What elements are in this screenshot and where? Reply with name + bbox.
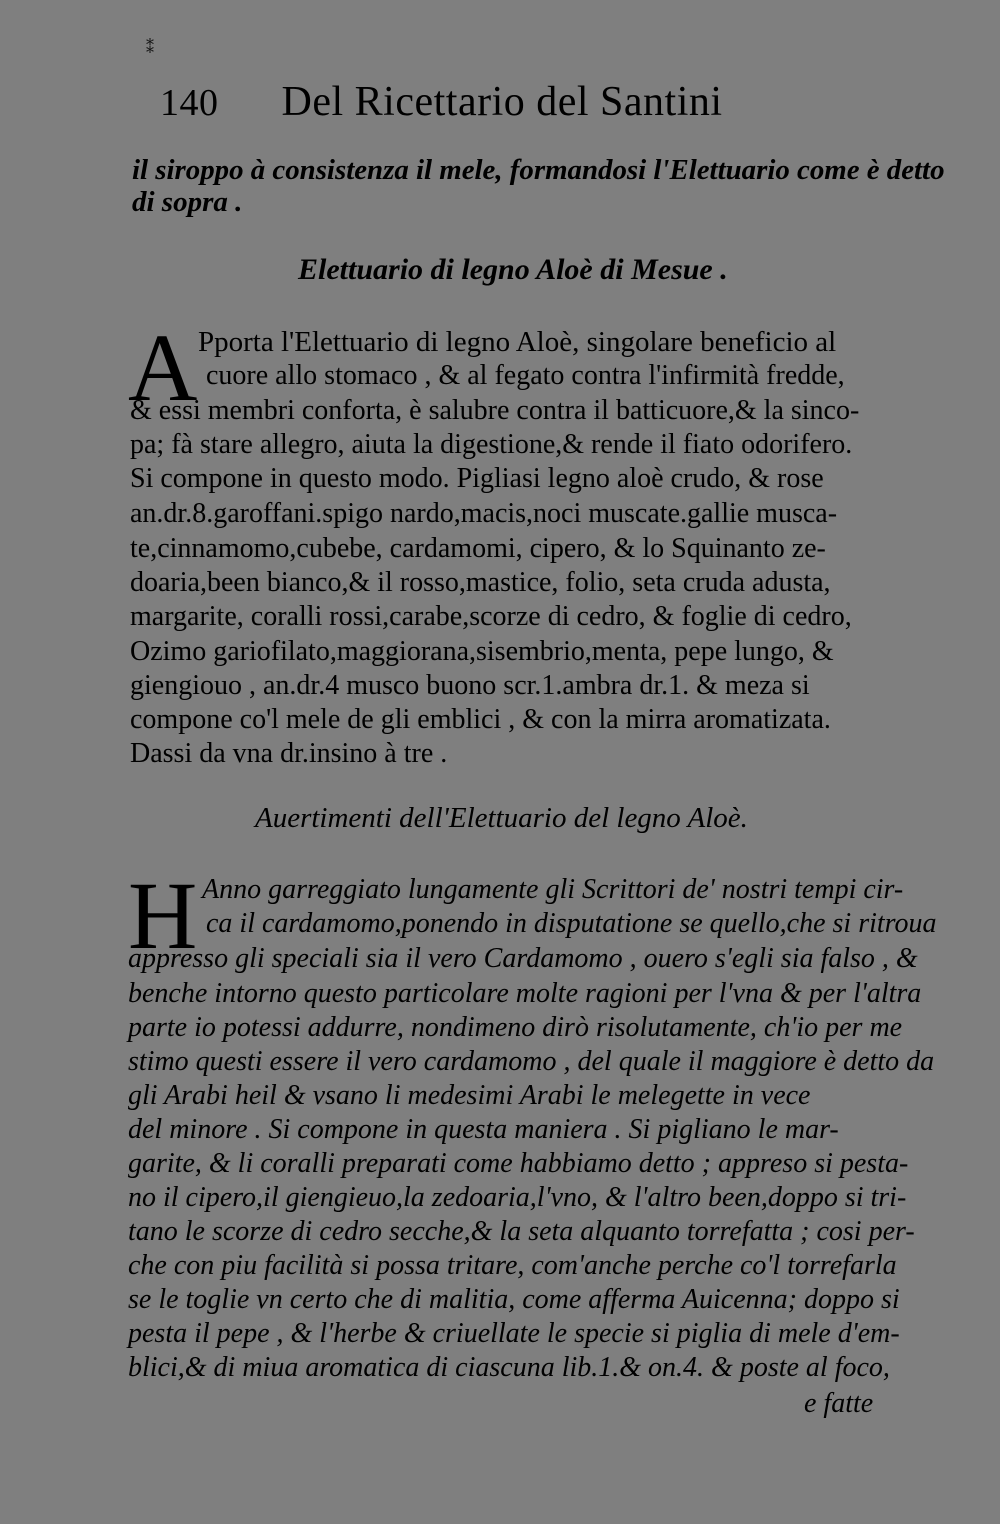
drop-cap: H (128, 862, 198, 969)
text-line: Si compone in questo modo. Pigliasi legno aloè crudo, & rose (130, 463, 824, 494)
text-line: del minore . Si compone in questa maniera . Si pigliano le mar- (128, 1114, 839, 1145)
running-title: Del Ricettario del Santini (281, 79, 723, 125)
drop-cap: A (128, 314, 198, 421)
intro-line: di sopra . (132, 186, 243, 218)
text-line: an.dr.8.garoffani.spigo nardo,macis,noci muscate.gallie musca- (130, 498, 838, 529)
page-number: 140 (160, 82, 219, 124)
text-line: gli Arabi heil & vsano li medesimi Arabi le melegette in vece (128, 1080, 811, 1111)
text-line: te,cinnamomo,cubebe, cardamomi, cipero, & lo Squinanto zе- (130, 533, 826, 564)
text-line: margarite, coralli rossi,carabe,scorze di cedro, & foglie di cedro, (130, 601, 852, 632)
section-heading: Elettuario di legno Aloè di Mesue . (298, 253, 728, 286)
text-line: ca il cardamomo,ponendo in disputatione se quello,che si ritroua (206, 908, 937, 939)
text-line: tano le scorze di cedro secche,& la seta alquanto torrefatta ; cosi per- (128, 1216, 915, 1247)
text-line: pesta il pepe , & l'herbe & criuellate le specie si piglia di mele d'em- (128, 1318, 900, 1349)
text-line: benche intorno questo particolare molte ragioni per l'vna & per l'altra (128, 978, 922, 1009)
text-line: & essi membri conforta, è salubre contra il batticuore,& la sinco- (130, 395, 860, 426)
text-line: cuore allo stomaco , & al fegato contra l'infirmità fredde, (206, 360, 845, 391)
text-line: doaria,been bianco,& il rosso,mastice, folio, seta cruda adusta, (130, 567, 831, 598)
text-line: no il cipero,il giengieuo,la zedoaria,l'vno, & l'altro been,doppo si tri- (128, 1182, 907, 1213)
text-line: pa; fà stare allegro, aiuta la digestione,& rende il fiato odorifero. (130, 429, 853, 460)
text-line: Pporta l'Elettuario di legno Aloè, singolare beneficio al (198, 326, 837, 358)
text-line: parte io potessi addurre, nondimeno dirò risolutamente, ch'io per me (128, 1012, 903, 1043)
text-line: blici,& di miua aromatica di ciascuna lib.1.& on.4. & poste al foco, (128, 1352, 890, 1383)
text-line: garite, & li coralli preparati come habbiamo detto ; appreso si pesta- (128, 1148, 909, 1179)
text-line: che con piu facilità si possa tritare, com'anche perche co'l torrefarla (128, 1250, 897, 1281)
intro-line: il siroppo à consistenza il mele, formandosi l'Elettuario come è detto (132, 154, 945, 186)
text-line: Dassi da vna dr.insino à tre . (130, 738, 448, 769)
text-line: se le toglie vn certo che di malitia, come afferma Auicenna; doppo si (128, 1284, 900, 1315)
text-line: Anno garreggiato lungamente gli Scrittori de' nostri tempi cir- (202, 874, 904, 905)
text-line: appresso gli speciali sia il vero Cardamomo , ouero s'egli sia falso , & (128, 943, 918, 974)
text-line: stimo questi essere il vero cardamomo , del quale il maggiore è detto da (128, 1046, 935, 1077)
page-header (160, 78, 723, 126)
text-line: giengiouo , an.dr.4 musco buono scr.1.ambra dr.1. & meza si (130, 670, 810, 701)
text-line: Ozimo gariofilato,maggiorana,sisembrio,menta, pepe lungo, & (130, 636, 834, 667)
text-line: compone co'l mele de gli emblici , & con la mirra aromatizata. (130, 704, 831, 735)
specks-mark: ⁑ (146, 40, 154, 57)
catchword: e fatte (804, 1388, 874, 1419)
section-heading: Auertimenti dell'Elettuario del legno Aloè. (255, 802, 748, 834)
